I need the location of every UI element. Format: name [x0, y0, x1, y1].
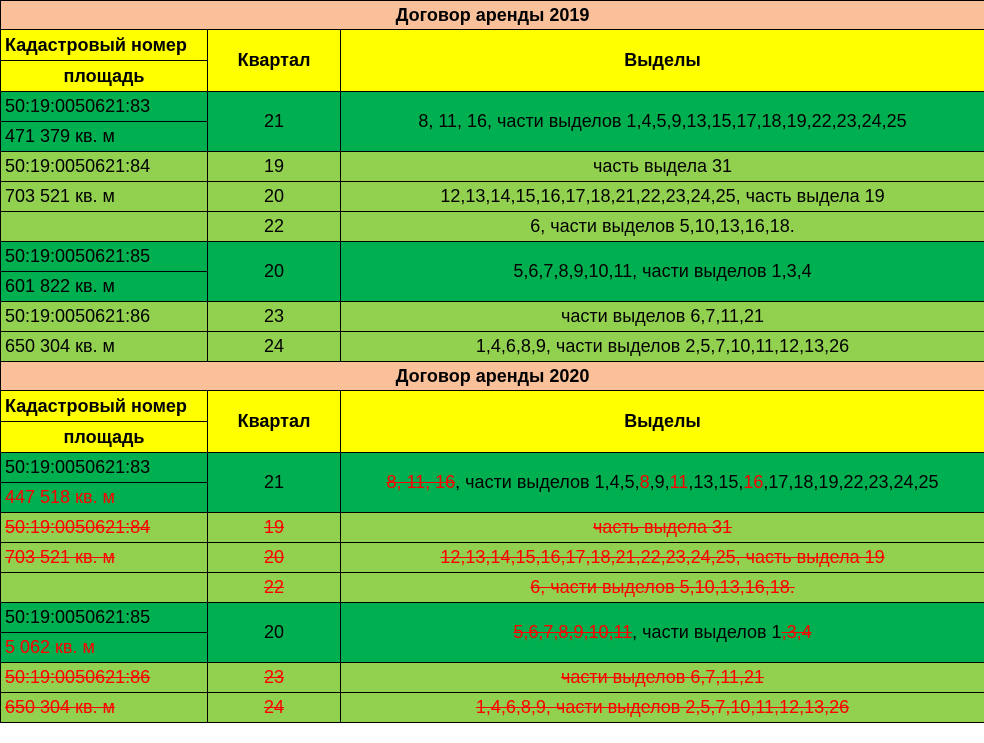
vydely-cell: части выделов 6,7,11,21 — [341, 663, 984, 693]
area-value: 447 518 кв. м — [1, 483, 208, 513]
empty-cell — [1, 212, 208, 242]
vydely-text: ,17,18,19,22,23,24,25 — [763, 472, 939, 492]
area-value: 650 304 кв. м — [1, 693, 208, 723]
vydely-cell: 12,13,14,15,16,17,18,21,22,23,24,25, часть выдела 19 — [341, 182, 984, 212]
cadastral-number: 50:19:0050621:83 — [1, 92, 208, 122]
cadastral-number: 50:19:0050621:85 — [1, 603, 208, 633]
kvartal-cell: 23 — [208, 302, 341, 332]
removed-parcel: 16 — [743, 472, 764, 492]
kvartal-cell: 22 — [208, 212, 341, 242]
section-title-2019: Договор аренды 2019 — [1, 1, 984, 30]
empty-cell — [1, 573, 208, 603]
removed-parcel: ,3,4 — [781, 622, 812, 642]
vydely-cell — [341, 453, 984, 513]
area-value: 703 521 кв. м — [1, 543, 208, 573]
removed-parcel: 11 — [669, 472, 689, 492]
vydely-cell: 8, 11, 16, части выделов 1,4,5,9,13,15,17,18,19,22,23,24,25 — [341, 92, 984, 152]
kvartal-cell: 20 — [208, 242, 341, 302]
vydely-cell: 6, части выделов 5,10,13,16,18. — [341, 573, 984, 603]
header-kvartal: Квартал — [208, 391, 341, 453]
kvartal-cell: 20 — [208, 182, 341, 212]
removed-parcel: 8 — [639, 472, 650, 492]
header-kvartal: Квартал — [208, 30, 341, 92]
cadastral-number: 50:19:0050621:86 — [1, 302, 208, 332]
kvartal-cell: 19 — [208, 513, 341, 543]
kvartal-cell: 23 — [208, 663, 341, 693]
vydely-text: ,9, — [649, 472, 670, 492]
cadastral-number: 50:19:0050621:83 — [1, 453, 208, 483]
vydely-text: , части выделов 1,4,5, — [455, 472, 640, 492]
area-value: 650 304 кв. м — [1, 332, 208, 362]
struck-parcels: 5,6,7,8,9,10,11 — [513, 622, 633, 642]
vydely-text: , части выделов 1 — [632, 622, 782, 642]
kvartal-cell: 19 — [208, 152, 341, 182]
area-value: 5 062 кв. м — [1, 633, 208, 663]
cadastral-number: 50:19:0050621:86 — [1, 663, 208, 693]
section-title-2020: Договор аренды 2020 — [1, 362, 984, 391]
kvartal-cell: 21 — [208, 92, 341, 152]
kvartal-cell: 20 — [208, 603, 341, 663]
vydely-cell: 12,13,14,15,16,17,18,21,22,23,24,25, часть выдела 19 — [341, 543, 984, 573]
cadastral-number: 50:19:0050621:84 — [1, 513, 208, 543]
area-value: 601 822 кв. м — [1, 272, 208, 302]
cadastral-number: 50:19:0050621:84 — [1, 152, 208, 182]
kvartal-cell: 21 — [208, 453, 341, 513]
vydely-cell: 1,4,6,8,9, части выделов 2,5,7,10,11,12,13,26 — [341, 332, 984, 362]
header-vydely: Выделы — [341, 30, 984, 92]
vydely-text: ,13,15, — [688, 472, 744, 492]
vydely-cell: 1,4,6,8,9, части выделов 2,5,7,10,11,12,13,26 — [341, 693, 984, 723]
kvartal-cell: 24 — [208, 332, 341, 362]
vydely-cell: часть выдела 31 — [341, 152, 984, 182]
kvartal-cell: 24 — [208, 693, 341, 723]
cadastral-number: 50:19:0050621:85 — [1, 242, 208, 272]
header-cadastral: Кадастровый номер — [1, 30, 208, 61]
struck-parcels: 8, 11, 16 — [386, 472, 456, 492]
area-value: 471 379 кв. м — [1, 122, 208, 152]
vydely-cell — [341, 603, 984, 663]
area-value: 703 521 кв. м — [1, 182, 208, 212]
vydely-cell: 5,6,7,8,9,10,11, части выделов 1,3,4 — [341, 242, 984, 302]
vydely-cell: 6, части выделов 5,10,13,16,18. — [341, 212, 984, 242]
header-area: площадь — [1, 61, 208, 92]
header-cadastral: Кадастровый номер — [1, 391, 208, 422]
vydely-cell: части выделов 6,7,11,21 — [341, 302, 984, 332]
vydely-cell: часть выдела 31 — [341, 513, 984, 543]
kvartal-cell: 20 — [208, 543, 341, 573]
header-vydely: Выделы — [341, 391, 984, 453]
header-area: площадь — [1, 422, 208, 453]
kvartal-cell: 22 — [208, 573, 341, 603]
